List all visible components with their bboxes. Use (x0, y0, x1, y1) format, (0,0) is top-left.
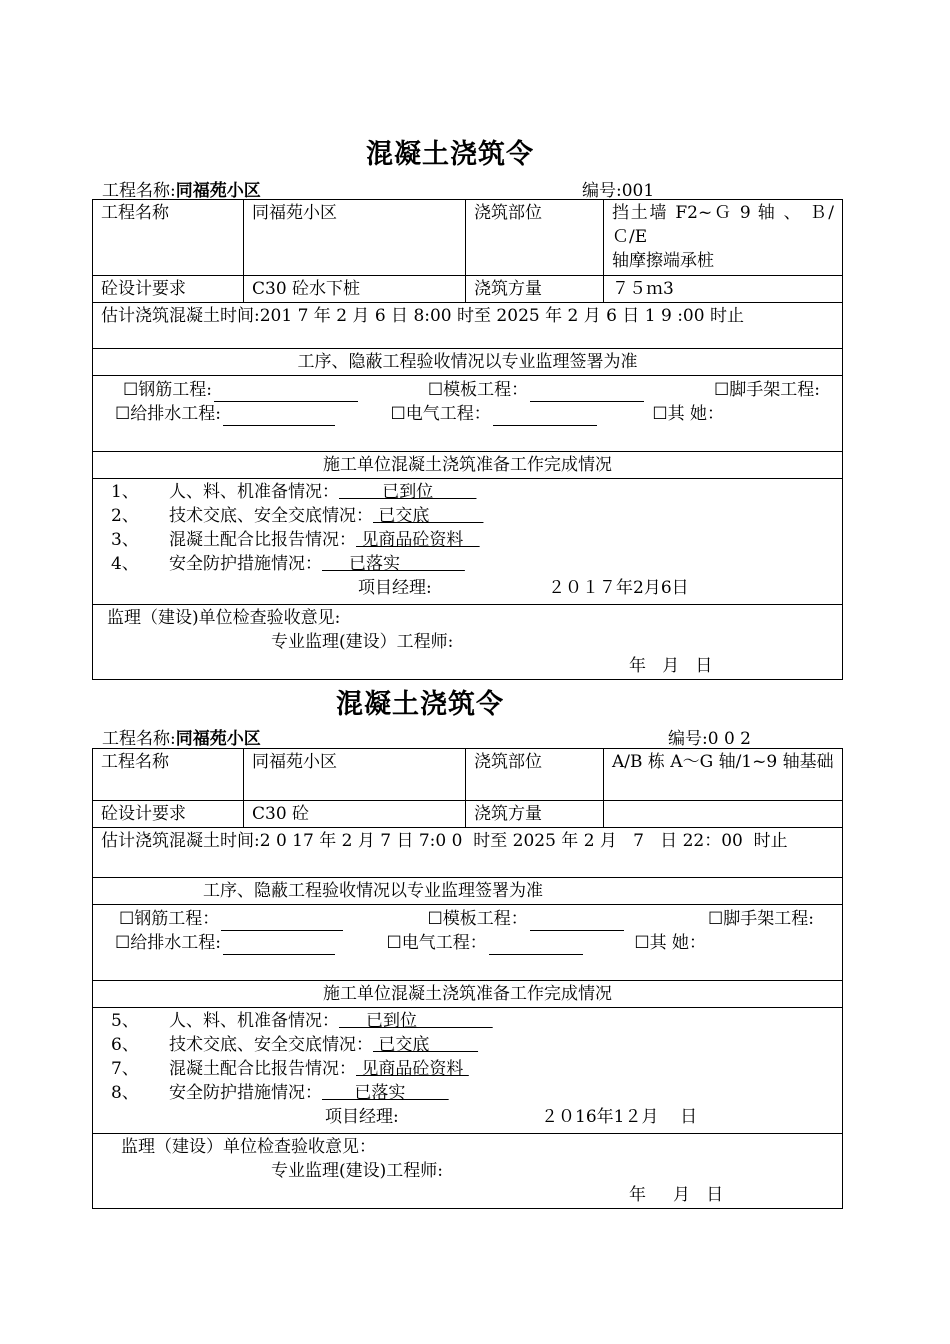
prep-item: 2、 技术交底、安全交底情况： 已交底 (111, 506, 484, 526)
prep-item: 6、 技术交底、安全交底情况： 已交底 (111, 1035, 479, 1055)
project-manager-date: ２０１７年2月6日 (548, 578, 689, 598)
prep-value: 已到位 (339, 482, 477, 502)
prep-item: 1、 人、料、机准备情况： 已到位 (111, 482, 477, 502)
cell-label: 砼设计要求 (93, 276, 244, 303)
check-item-plumbing[interactable]: ☐给排水工程: (115, 402, 335, 426)
prep-value: 已落实 (322, 554, 465, 574)
check-row (115, 931, 814, 955)
pour-location-line-1: 挡土墙 F2~Ｇ 9 轴 、 Ｂ/ Ｃ/E (612, 203, 834, 247)
prep-value: 已交底 (373, 1035, 479, 1055)
inspection-title: 工序、隐蔽工程验收情况以专业监理签署为准 (93, 878, 843, 905)
check-item-electrical[interactable]: ☐电气工程： (391, 402, 597, 426)
inspection-checks (93, 905, 843, 981)
cell-label: 砼设计要求 (93, 801, 244, 828)
check-item-formwork[interactable]: ☐模板工程： (428, 907, 624, 931)
form-number (668, 724, 751, 749)
project-name: 同福苑小区 (175, 181, 261, 201)
check-item-rebar[interactable]: ☐钢筋工程: (123, 378, 358, 402)
cell-label: 工程名称 (93, 749, 244, 801)
project-name: 同福苑小区 (175, 729, 261, 749)
number-label: 编号: (668, 729, 708, 749)
prep-title: 施工单位混凝土浇筑准备工作完成情况 (93, 452, 843, 479)
inspection-checks (93, 376, 843, 452)
prep-title: 施工单位混凝土浇筑准备工作完成情况 (93, 981, 843, 1008)
project-manager-label: 项目经理: (325, 1107, 399, 1127)
supervision-label: 监理（建设）单位检查验收意见： (121, 1137, 376, 1157)
pour-location-line-1: A/B 栋 A～G 轴/1~9 轴基础 (612, 752, 834, 772)
supervision-label: 监理（建设)单位检查验收意见: (107, 608, 341, 628)
prep-value: 见商品砼资料 (356, 530, 480, 550)
check-item-electrical[interactable]: ☐电气工程： (387, 931, 583, 955)
cell-label: 浇筑部位 (466, 749, 604, 801)
project-header (102, 176, 261, 201)
check-item-other[interactable]: ☐其 她： (652, 404, 724, 424)
prep-item: 3、 混凝土配合比报告情况： 见商品砼资料 (111, 530, 480, 550)
prep-value: 已交底 (373, 506, 484, 526)
inspection-title: 工序、隐蔽工程验收情况以专业监理签署为准 (93, 349, 843, 376)
estimated-time: 估计浇筑混凝土时间:201 7 年 2 月 6 日 8:00 时至 2025 年 2 月 6 日 1 9 :00 时止 (93, 303, 843, 349)
project-manager-date: ２０16年1２月 日 (541, 1107, 698, 1127)
check-row (123, 378, 820, 402)
prep-value: 已到位 (339, 1011, 493, 1031)
form-title: 混凝土浇筑令 (366, 139, 534, 170)
cell-label: 浇筑方量 (466, 801, 604, 828)
project-header (102, 724, 261, 749)
cell-label: 工程名称 (93, 200, 244, 276)
prep-item: 7、 混凝土配合比报告情况： 见商品砼资料 (111, 1059, 469, 1079)
check-item-rebar[interactable]: ☐钢筋工程： (119, 907, 343, 931)
prep-value: 见商品砼资料 (356, 1059, 469, 1079)
check-item-plumbing[interactable]: ☐给排水工程: (115, 931, 335, 955)
pour-volume (604, 801, 843, 828)
pour-location (604, 200, 843, 276)
form-number (582, 176, 654, 201)
prep-list (93, 1008, 843, 1134)
check-row (119, 907, 814, 931)
form-table (92, 199, 843, 680)
engineer-label: 专业监理(建设）工程师: (271, 632, 454, 652)
sign-date: 年 月 日 (629, 1185, 724, 1205)
project-label: 工程名称: (102, 729, 176, 749)
supervision-section (93, 605, 843, 680)
check-item-formwork[interactable]: ☐模板工程： (428, 378, 644, 402)
project-manager-row (111, 576, 834, 600)
number-value: 0 0 2 (707, 729, 751, 749)
engineer-label: 专业监理(建设)工程师: (271, 1161, 443, 1181)
number-value: 001 (621, 181, 655, 201)
cell-label: 浇筑方量 (466, 276, 604, 303)
project-manager-row (111, 1105, 834, 1129)
cell-value: 同福苑小区 (244, 749, 466, 801)
prep-item: 5、 人、料、机准备情况： 已到位 (111, 1011, 493, 1031)
form-table (92, 748, 843, 1209)
check-item-scaffold[interactable]: ☐脚手架工程: (708, 909, 814, 929)
sign-date: 年 月 日 (629, 656, 713, 676)
prep-item: 8、 安全防护措施情况： 已落实 (111, 1083, 449, 1103)
form-title: 混凝土浇筑令 (336, 689, 504, 720)
project-manager-label: 项目经理: (358, 578, 432, 598)
prep-list (93, 479, 843, 605)
cell-value: C30 砼水下桩 (244, 276, 466, 303)
check-row (115, 402, 820, 426)
estimated-time: 估计浇筑混凝土时间:2 0 17 年 2 月 7 日 7:0 0 时至 2025 年 2 月 7 日 22：00 时止 (93, 828, 843, 878)
pour-volume: ７５ｍ3 (604, 276, 843, 303)
pour-location-line-2: 轴摩擦端承桩 (612, 251, 714, 271)
cell-value: C30 砼 (244, 801, 466, 828)
check-item-scaffold[interactable]: ☐脚手架工程: (714, 380, 820, 400)
project-label: 工程名称: (102, 181, 176, 201)
prep-item: 4、 安全防护措施情况： 已落实 (111, 554, 465, 574)
supervision-section (93, 1134, 843, 1209)
check-item-other[interactable]: ☐其 她： (634, 933, 706, 953)
pour-location (604, 749, 843, 801)
cell-label: 浇筑部位 (466, 200, 604, 276)
prep-value: 已落实 (322, 1083, 449, 1103)
cell-value: 同福苑小区 (244, 200, 466, 276)
number-label: 编号: (582, 181, 622, 201)
